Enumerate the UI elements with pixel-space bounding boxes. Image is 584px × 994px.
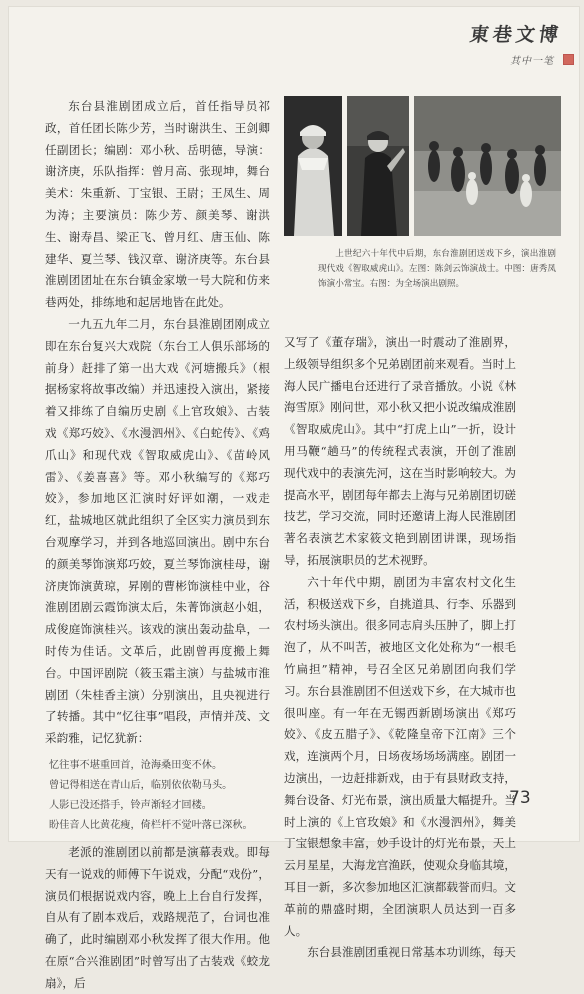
photo-caption: 上世纪六十年代中后期，东台淮剧团送戏下乡，演出淮剧现代戏《智取威虎山》。左图：陈剑云饰演战士。中图：唐秀凤饰演小常宝。右图：为全场演出剧照。 — [318, 249, 556, 289]
poem-line: 忆往事不堪重回首，沧海桑田变不休。 — [49, 759, 223, 771]
brand-title: 東巷文博 — [468, 24, 564, 46]
seal-icon — [563, 54, 574, 65]
paragraph: 老派的淮剧团以前都是演幕表戏。即每天有一说戏的师傅下午说戏，分配“戏份”，演员们根据说戏内容，晚上上台自行发挥，自从有了剧本戏后，戏路规范了，台词也准确了，此时编剧邓小秋发挥了很大作用。他在原“合兴淮剧团”时曾写出了古装戏《蛟龙扇》，后 — [45, 844, 270, 990]
poem-line: 盼佳音人比黄花瘦，倚栏杆不觉叶落已深秋。 — [49, 819, 253, 831]
paragraph: 一九五九年二月，东台县淮剧团刚成立即在东台复兴大戏院（东台工人俱乐部场的前身）赶排了第一出大戏《河塘搬兵》（根据杨家将故事改编）并迅速投入演出，紧接着又排练了自编历史剧《上官玫娘》、古装戏《郑巧姣》、《水漫泗州》、《白蛇传》、《鸡爪山》和现代戏《智取威虎山》、《苗岭风雷》、《姜喜喜》等。邓小秋编写的《郑巧姣》，参加地区汇演时好评如潮，一戏走红，盐城地区就此组织了全区实力演员到东台观摩学习，并到各地巡回演出。剧中东台的颜美琴饰演郑巧姣，夏兰琴饰演桂母，谢济庚饰演黄琼，昇刚的曹彬饰演桂中业，谷淮剧团剧云霞饰演太后，朱菁饰演赵小姐，成俊庭饰演桂兴。该戏的演出轰动盐阜，一时传为佳话。文革后，此剧曾再度搬上舞台。中国评剧院（筱玉霜主演）与盐城市淮剧团（朱桂香主演）分别演出，且央视进行了转播。其中“忆往事”唱段，声情并茂、文采韵雅，记忆犹新： — [45, 316, 270, 746]
photo-xiaochangbao — [347, 96, 409, 236]
header-brand — [470, 20, 570, 80]
paragraph: 六十年代中期，剧团为丰富农村文化生活，积极送戏下乡，自挑道具、行李、乐器到农村场头演出。很多同志肩头压肿了，脚上打泡了，从不叫苦，被地区文化处称为“一根毛竹扁担”精神，号召全区兄弟剧团向我们学习。东台县淮剧团不但送戏下乡，在大城市也很叫座。有一年在无锡西新剧场演出《郑巧姣》、《皮五腊子》、《乾隆皇帝下江南》三个戏，连演两个月，日场夜场场场满座。剧团一边演出，一边赶排新戏，由于有县财政支持，舞台设备、灯光布景，演出质量大幅提升。当时上演的《上官玫娘》和《水漫泗州》，舞美丁宝银想象丰富，妙手设计的灯光布景，天上云月星星，大海龙宫渔跃，使观众身临其境，耳目一新，多次参加地区汇演都载誉而归。文革前的鼎盛时期，全团演职人员达到一百多人。 — [284, 574, 516, 938]
paragraph: 又写了《董存瑞》，演出一时震动了淮剧界，上级领导组织多个兄弟剧团前来观看。当时上海人民广播电台还进行了录音播放。小说《林海雪原》刚问世，邓小秋又把小说改编成淮剧《智取威虎山》。其中“打虎上山”一折，设计用马鞭“趟马”的传统程式表演，开创了淮剧现代戏中的表演先河，这在当时影响较大。为提高水平，剧团每年都去上海与兄弟剧团切磋技艺，学习交流，同时还邀请上海人民淮剧团著名表演艺术家筱文艳到剧团讲课，现场指导，拓展演职员的艺术视野。 — [284, 335, 516, 567]
photo-strip — [284, 96, 561, 236]
poem — [45, 756, 270, 836]
left-column — [45, 96, 270, 994]
poem-line: 曾记得相送在青山后，临别依依勒马头。 — [49, 779, 233, 791]
paragraph: 东台县淮剧团重视日常基本功训练，每天 — [307, 945, 516, 960]
photo-soldier — [284, 96, 342, 236]
right-column — [284, 332, 516, 964]
brand-signature: 其中一笔 — [510, 56, 554, 67]
poem-line: 人影已没还搭手，铃声渐轻才回楼。 — [49, 799, 212, 811]
paragraph: 东台县淮剧团成立后，首任指导员祁政，首任团长陈少芳，当时谢洪生、王剑卿任副团长；编剧：邓小秋、岳明德，导演：谢济庚，乐队指挥：曾月高、张现坤，舞台美术：朱重新、丁宝银、王尉；王凤生、周为涛；主要演员：陈少芳、颜美琴、谢洪生、谢寿昌、梁正飞、曾月红、唐玉仙、陈建华、夏兰琴、钱汉章、谢济庚等。东台县淮剧团团址在东台镇金家墩一号大院和仿来巷两处，排练地和起居地皆在此处。 — [45, 99, 270, 310]
page-number: 73 — [509, 788, 531, 808]
photo-full-cast — [414, 96, 561, 236]
